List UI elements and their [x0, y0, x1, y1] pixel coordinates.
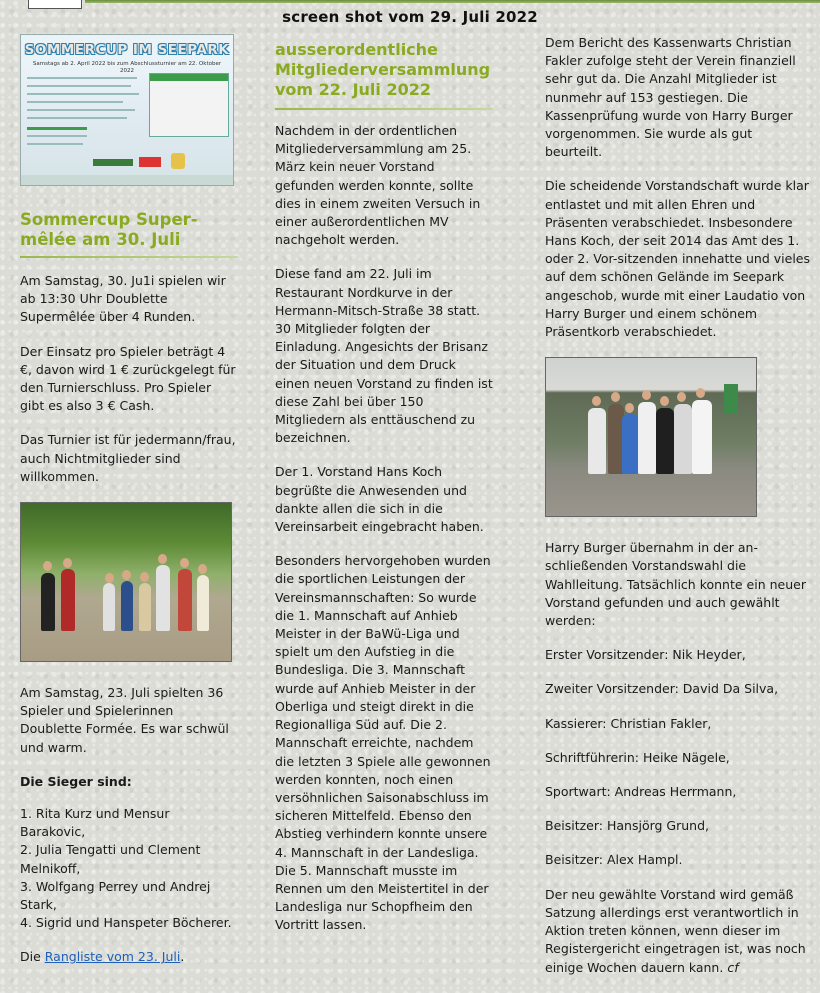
board-group-photo[interactable] [545, 357, 757, 517]
poster-title: SOMMERCUP IM SEEPARK [24, 42, 230, 58]
poster-table [149, 73, 229, 137]
poster-green-bar [27, 127, 87, 130]
poster-text-line [27, 109, 135, 111]
mv-heading: ausserordentliche Mitgliederversammlung vom 22. Juli 2022 [275, 40, 491, 99]
sommercup-poster[interactable] [20, 34, 234, 186]
poster-text-line [27, 101, 123, 103]
person [139, 583, 151, 631]
person [674, 404, 692, 474]
poster-text-line [27, 85, 131, 87]
person [41, 573, 55, 631]
coat-of-arms-icon [171, 153, 185, 169]
winners-heading: Die Sieger sind: [20, 773, 132, 789]
winner-item: 4. Sigrid und Hanspeter Böcherer. [20, 915, 232, 931]
link-prefix: Die [20, 949, 45, 965]
election-text: Harry Burger übernahm in der an-schließenden Vorstandswahl die Wahlleitung. Tatsächlich konnte ein neuer Vorstand gefunden und auch gewählt werden: [545, 540, 806, 629]
mv-text-1: Nachdem in der ordentlichen Mitgliederversammlung am 25. März kein neuer Vorstand gefunden werden konnte, sollte dies in einem zweiten Versuch in einer außerordentlichen MV nachgeholt werden. [275, 123, 481, 248]
sponsor-logo [93, 159, 133, 166]
person [103, 583, 115, 631]
middle-column [275, 40, 493, 951]
mv-text-4: Besonders hervorgehoben wurden die sportlichen Leistungen der Vereinsmannschaften: So wurde die 1. Mannschaft auf Anhieb Meister in der BaWü-Liga und spielt um den Aufstieg in die Bundesliga. Die 3. Mannschaft wurde auf Anhieb Meister in der Oberliga und steigt direkt in die Regionalliga Süd auf. Die 2. Mannschaft erreichte, nachdem die letzten 3 Spiele alle gewonnen werden konnten, noch einen versöhnlichen Saisonabschluss im sicheren Mittelfeld. Ebenso den Abstieg verhindern konnte unsere 4. Mannschaft in der Landesliga. Die 5. Mannschaft musste im Rennen um den Meistertitel in der Landesliga nur Schopfheim den Vortritt lassen. [275, 553, 491, 933]
person [622, 414, 638, 474]
poster-text-line [27, 93, 139, 95]
top-rule [85, 0, 820, 3]
person [178, 569, 192, 631]
poster-text-line [27, 77, 137, 79]
mv-text-2: Diese fand am 22. Juli im Restaurant Nordkurve in der Hermann-Mitsch-Straße 38 statt. 30 Mitglieder folgten der Einladung. Angesichts der Brisanz der Situation und dem Druck einen neuen Vorstand zu finden ist diese Zahl bei über 150 Mitgliedern als enttäuschend zu bezeichnen. [275, 266, 493, 446]
green-sign [724, 384, 738, 414]
board-member: Zweiter Vorsitzender: David Da Silva, [545, 681, 779, 697]
result-text: Am Samstag, 23. Juli spielten 36 Spieler und Spielerinnen Doublette Formée. Es war schwül und warm. [20, 685, 229, 755]
person [692, 400, 712, 474]
left-column [20, 34, 238, 983]
poster-text-line [27, 135, 87, 137]
board-member: Beisitzer: Alex Hampl. [545, 852, 683, 868]
sommercup-heading: Sommercup Super-mêlée am 30. Juli [20, 210, 198, 249]
winner-item: 3. Wolfgang Perrey und Andrej Stark, [20, 878, 211, 913]
registration-text: Der neu gewählte Vorstand wird gemäß Satzung allerdings erst verantwortlich in Aktion treten können, wenn dieser im Registergericht eingetragen ist, was noch einige Wochen dauern kann. [545, 886, 806, 975]
poster-text-line [27, 143, 83, 145]
winner-item: 1. Rita Kurz und Mensur Barakovic, [20, 806, 170, 840]
board-member: Erster Vorsitzender: Nik Heyder, [545, 647, 746, 663]
person [638, 402, 656, 474]
poster-text-line [27, 117, 127, 119]
finance-text: Dem Bericht des Kassenwarts Christian Fakler zufolge steht der Verein finanziell sehr gut da. Die Anzahl Mitglieder ist nunmehr auf 153 gestiegen. Die Kassenprüfung wurde von Harry Burger vorgenommen. Sie wurde als gut beurteilt. [545, 35, 796, 160]
sparkasse-logo [139, 157, 161, 167]
winners-list [20, 805, 238, 932]
tournament-group-photo[interactable] [20, 502, 232, 662]
sommercup-text-1: Am Samstag, 30. Ju1i spielen wir ab 13:30 Uhr Doublette Supermêlée über 4 Runden. [20, 273, 226, 325]
poster-footer [21, 175, 233, 185]
rangliste-link[interactable]: Rangliste vom 23. Juli [44, 949, 181, 965]
poster-subtitle: Samstags ab 2. April 2022 bis zum Abschlussturnier am 22. Oktober 2022 [32, 61, 222, 74]
board-member: Kassierer: Christian Fakler, [545, 715, 712, 731]
person [61, 569, 75, 631]
sommercup-text-3: Das Turnier ist für jedermann/frau, auch Nichtmitglieder sind willkommen. [20, 432, 236, 484]
person [156, 565, 170, 631]
link-suffix: . [180, 949, 185, 965]
winner-item: 2. Julia Tengatti und Clement Melnikoff, [20, 842, 201, 876]
person [588, 408, 606, 474]
right-column [545, 34, 813, 993]
sommercup-text-2: Der Einsatz pro Spieler beträgt 4 €, davon wird 1 € zurückgelegt für den Turnierschluss. Pro Spieler gibt es also 3 € Cash. [20, 343, 236, 414]
person [656, 408, 674, 474]
screenshot-title: screen shot vom 29. Juli 2022 [282, 8, 538, 26]
board-member: Beisitzer: Hansjörg Grund, [545, 818, 710, 834]
board-member: Sportwart: Andreas Herrmann, [545, 784, 737, 800]
person [197, 575, 209, 631]
mv-text-3: Der 1. Vorstand Hans Koch begrüßte die Anwesenden und dankte allen die sich in die Vereinsarbeit eingebracht haben. [275, 464, 484, 535]
board-member: Schriftführerin: Heike Nägele, [545, 749, 730, 765]
farewell-text: Die scheidende Vorstandschaft wurde klar entlastet und mit allen Ehren und Präsenten verabschiedet. Insbesondere Hans Koch, der seit 2014 das Amt des 1. oder 2. Vor-sitzenden innehatte und vieles auf dem schönen Gelände im Seepark angeschob, wurde mit einer Laudatio von Harry Burger und einem schönem Präsentkorb verabschiedet. [545, 178, 810, 340]
author-signature: cf [727, 959, 739, 975]
person [121, 581, 133, 631]
